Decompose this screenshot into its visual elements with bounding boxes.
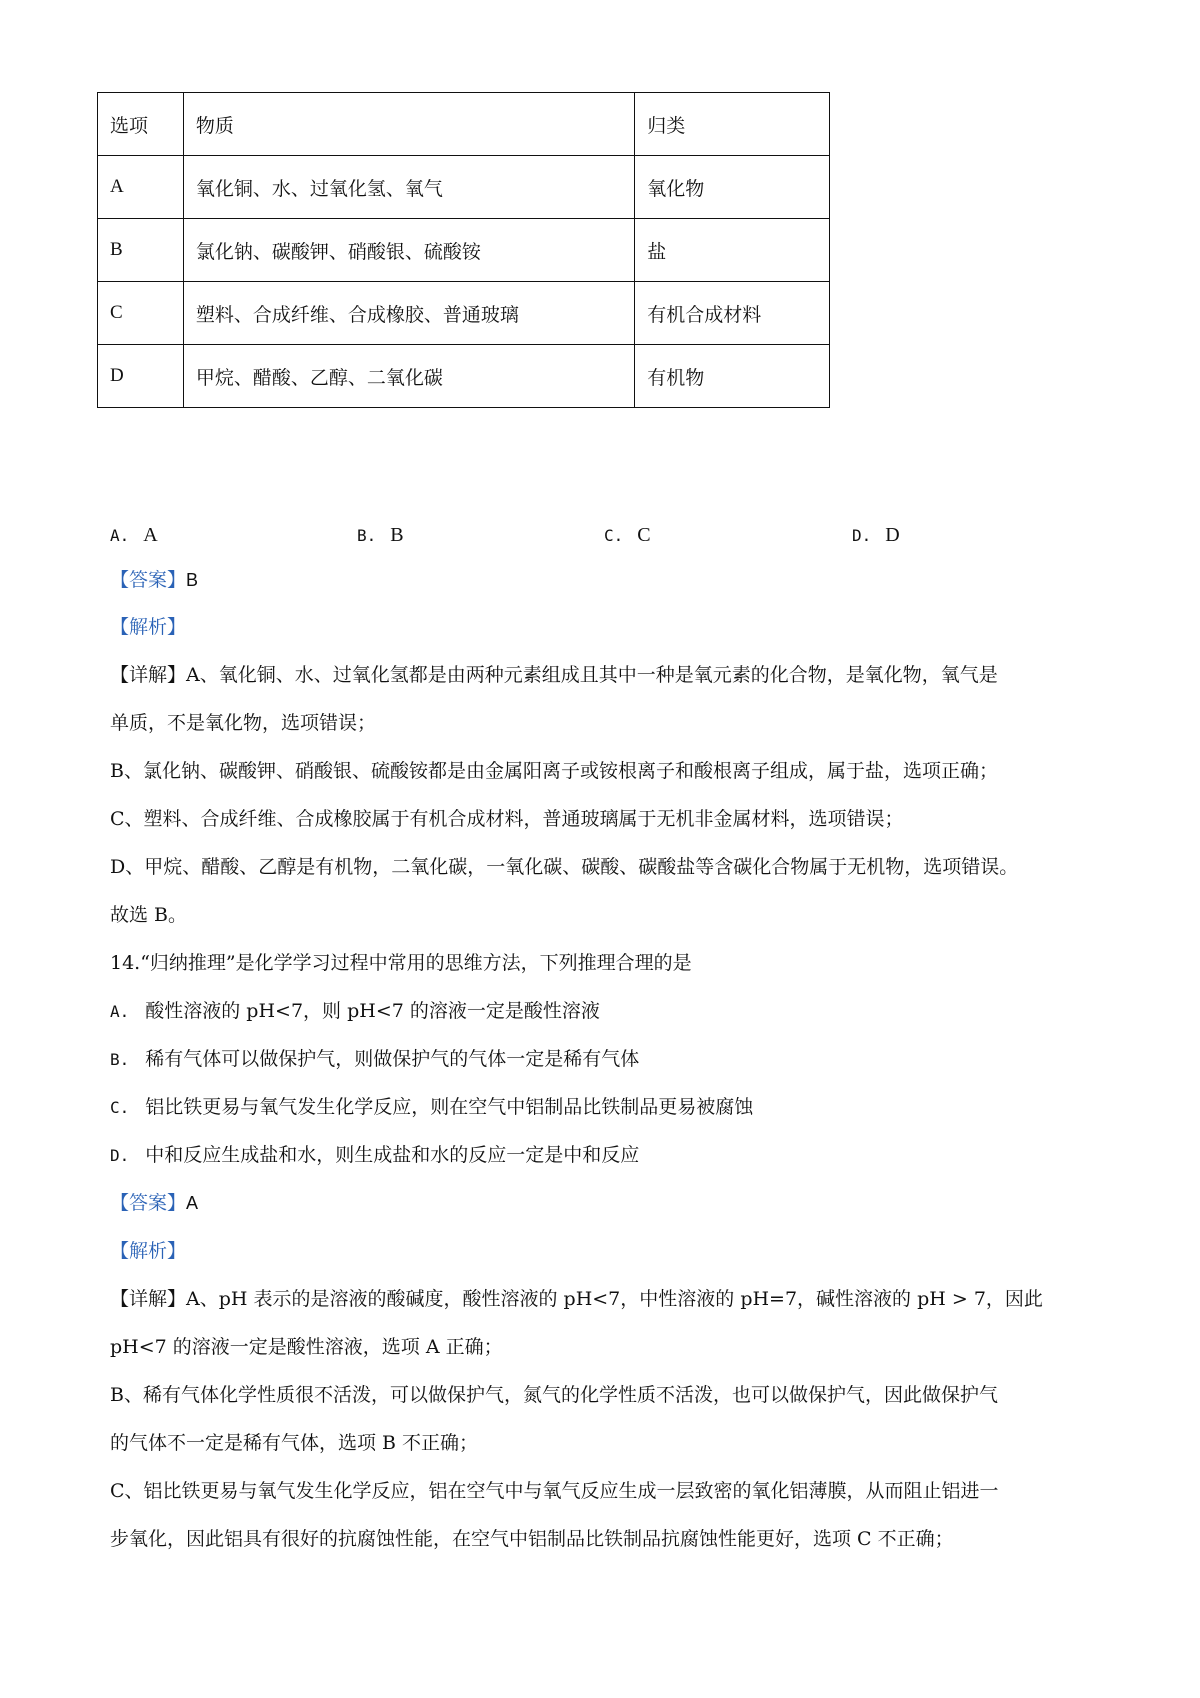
option-letter: D.: [110, 1146, 130, 1165]
choice-value: C: [637, 524, 651, 546]
choice-letter: D.: [852, 526, 872, 545]
q14-option-d: [110, 1144, 639, 1167]
q13-detail-line: 【详解】A、氧化铜、水、过氧化氢都是由两种元素组成且其中一种是氧元素的化合物，是氧化物，氧气是: [110, 664, 998, 686]
answer-tag: 【答案】: [110, 1192, 187, 1214]
option-letter: B.: [110, 1050, 130, 1069]
table-cell: 甲烷、醋酸、乙醇、二氧化碳: [183, 345, 634, 408]
q14-analysis: [110, 1240, 186, 1263]
q14-detail-line: C、铝比铁更易与氧气发生化学反应，铝在空气中与氧气反应生成一层致密的氧化铝薄膜，从而阻止铝进一: [110, 1480, 999, 1502]
table-cell: D: [98, 345, 184, 408]
table-cell: 塑料、合成纤维、合成橡胶、普通玻璃: [183, 282, 634, 345]
option-text: 中和反应生成盐和水，则生成盐和水的反应一定是中和反应: [145, 1144, 640, 1166]
q14-detail-line: 的气体不一定是稀有气体，选项 B 不正确；: [110, 1432, 479, 1454]
table-row: [98, 156, 830, 219]
choice-a: [110, 524, 158, 547]
q13-detail-line: C、塑料、合成纤维、合成橡胶属于有机合成材料，普通玻璃属于无机非金属材料，选项错误；: [110, 808, 904, 830]
q13-choices: [0, 524, 1200, 552]
table-cell: 氧化铜、水、过氧化氢、氧气: [183, 156, 634, 219]
table-cell: A: [98, 156, 184, 219]
q14-option-c: [110, 1096, 753, 1119]
q13-detail-line: D、甲烷、醋酸、乙醇是有机物，二氧化碳，一氧化碳、碳酸、碳酸盐等含碳化合物属于无机物，选项错误。: [110, 856, 1019, 878]
answer-value: B: [186, 570, 199, 590]
table-cell: 氯化钠、碳酸钾、硝酸银、硫酸铵: [183, 219, 634, 282]
table-header-cell: 物质: [183, 93, 634, 156]
table-row: [98, 345, 830, 408]
choice-letter: C.: [604, 526, 624, 545]
analysis-tag: 【解析】: [110, 616, 187, 638]
table-cell: C: [98, 282, 184, 345]
classification-table: [97, 92, 830, 408]
q14-detail-line: 【详解】A、pH 表示的是溶液的酸碱度，酸性溶液的 pH<7，中性溶液的 pH=7，碱性溶液的 pH > 7，因此: [110, 1288, 1043, 1310]
option-text: 铝比铁更易与氧气发生化学反应，则在空气中铝制品比铁制品更易被腐蚀: [145, 1096, 754, 1118]
answer-tag: 【答案】: [110, 569, 187, 591]
table-cell: 有机物: [635, 345, 830, 408]
table-header-cell: 归类: [635, 93, 830, 156]
table-cell: 氧化物: [635, 156, 830, 219]
analysis-tag: 【解析】: [110, 1240, 187, 1262]
option-letter: C.: [110, 1098, 130, 1117]
choice-b: [357, 524, 404, 547]
table-cell: 盐: [635, 219, 830, 282]
table-header-cell: 选项: [98, 93, 184, 156]
q13-analysis: [110, 616, 186, 639]
table-row: [98, 219, 830, 282]
choice-value: D: [885, 524, 900, 546]
q13-answer: [110, 569, 198, 592]
table-cell: B: [98, 219, 184, 282]
q14-answer: [110, 1192, 198, 1215]
table-cell: 有机合成材料: [635, 282, 830, 345]
q14-stem: 14.“归纳推理”是化学学习过程中常用的思维方法，下列推理合理的是: [110, 952, 692, 974]
choice-c: [604, 524, 651, 547]
answer-value: A: [186, 1193, 199, 1213]
option-text: 酸性溶液的 pH<7，则 pH<7 的溶液一定是酸性溶液: [145, 1000, 600, 1022]
q14-detail-line: B、稀有气体化学性质很不活泼，可以做保护气，氮气的化学性质不活泼，也可以做保护气，因此做保护气: [110, 1384, 998, 1406]
q14-detail-line: 步氧化，因此铝具有很好的抗腐蚀性能，在空气中铝制品比铁制品抗腐蚀性能更好，选项 C 不正确；: [110, 1528, 954, 1550]
table-row: [98, 282, 830, 345]
choice-letter: B.: [357, 526, 377, 545]
choice-value: A: [143, 524, 158, 546]
q14-detail-line: pH<7 的溶液一定是酸性溶液，选项 A 正确；: [110, 1336, 503, 1358]
q13-detail-line: 单质，不是氧化物，选项错误；: [110, 712, 377, 734]
choice-d: [852, 524, 900, 547]
choice-value: B: [390, 524, 404, 546]
q14-option-b: [110, 1048, 639, 1071]
q14-option-a: [110, 1000, 600, 1023]
choice-letter: A.: [110, 526, 130, 545]
table-header-row: [98, 93, 830, 156]
q13-detail-line: 故选 B。: [110, 904, 188, 926]
option-letter: A.: [110, 1002, 130, 1021]
option-text: 稀有气体可以做保护气，则做保护气的气体一定是稀有气体: [145, 1048, 640, 1070]
q13-detail-line: B、氯化钠、碳酸钾、硝酸银、硫酸铵都是由金属阳离子或铵根离子和酸根离子组成，属于盐，选项正确；: [110, 760, 998, 782]
